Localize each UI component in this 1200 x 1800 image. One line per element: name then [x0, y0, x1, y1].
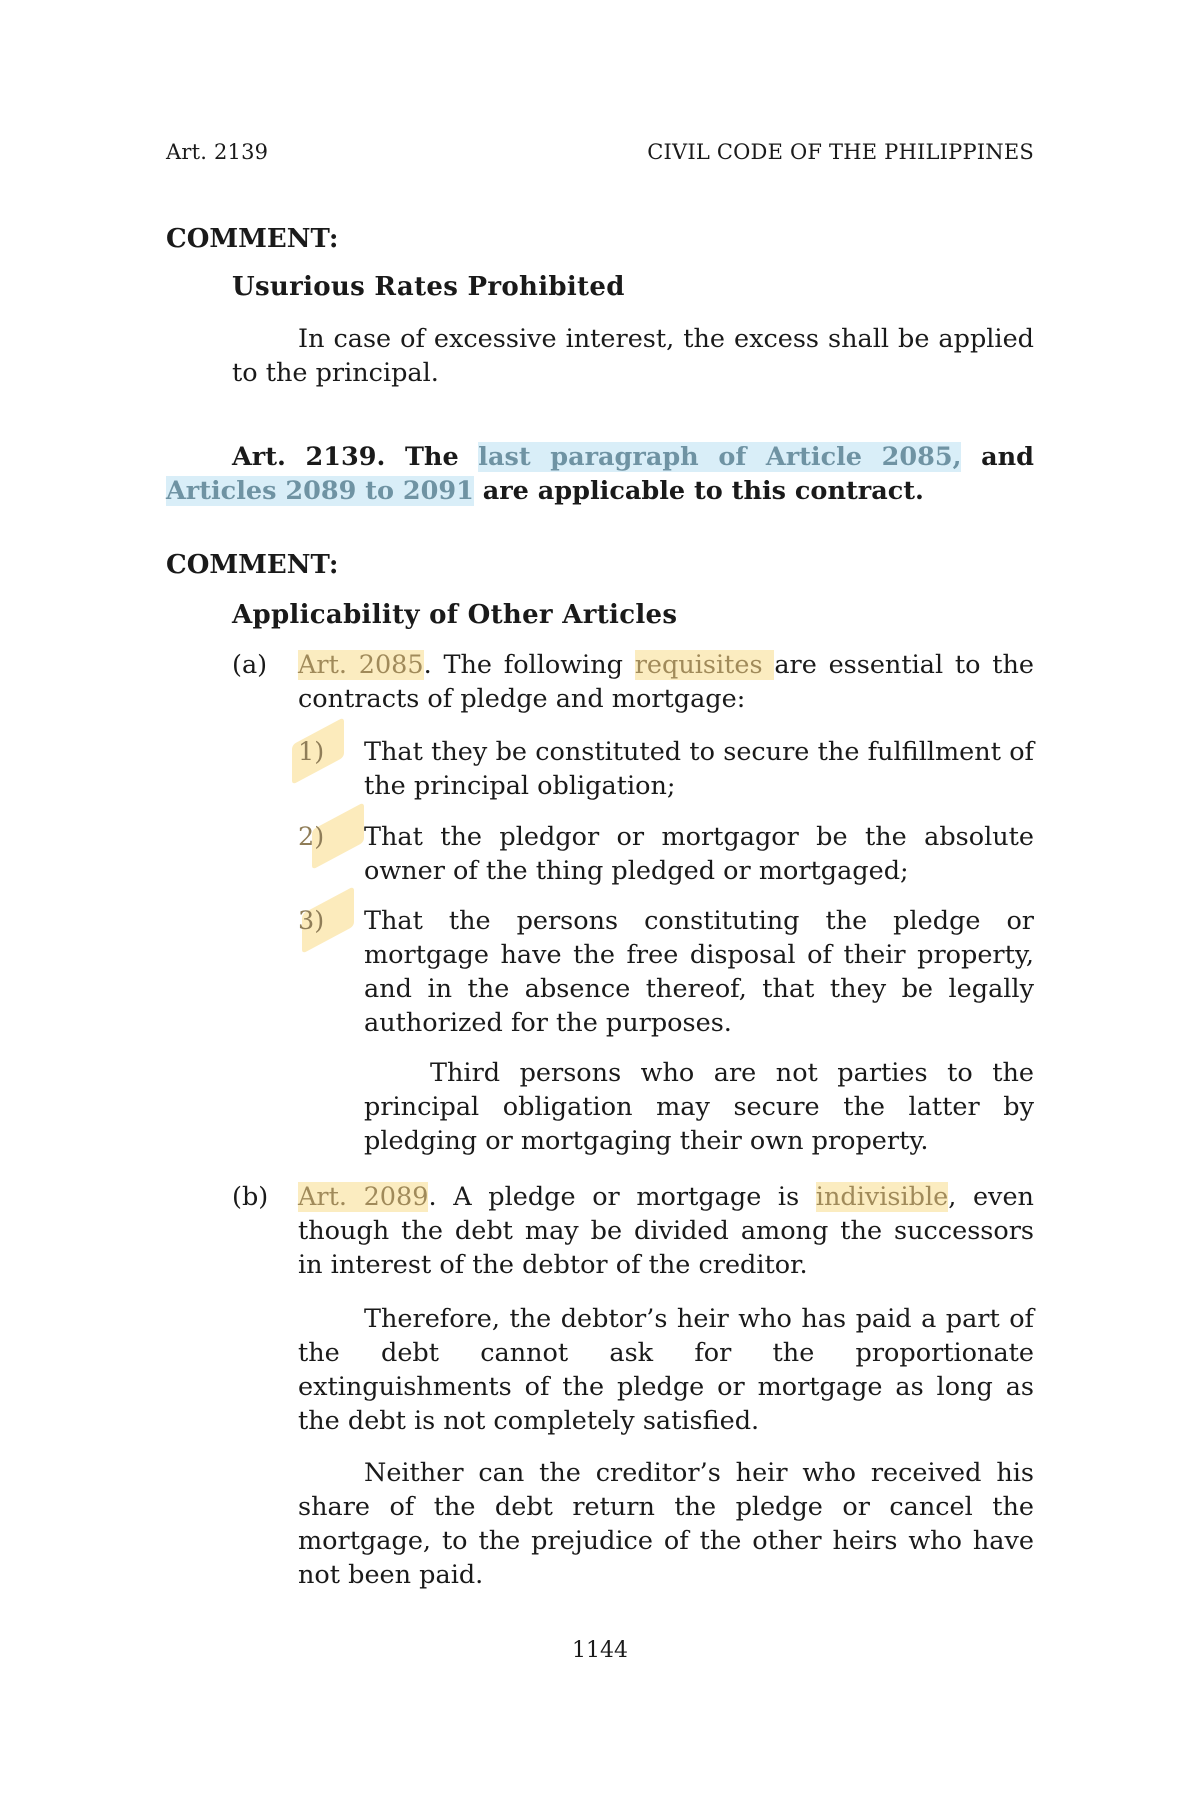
highlight-blue: Articles 2089 to 2091	[166, 476, 474, 506]
list-item-a	[166, 648, 1034, 716]
list-marker: (b)	[232, 1182, 269, 1212]
comment-section-1	[166, 222, 1034, 256]
highlight-yellow: indivisible	[815, 1182, 949, 1212]
page-number: 1144	[572, 1638, 628, 1663]
neither-paragraph	[166, 1456, 1034, 1592]
comment-label: COMMENT:	[166, 224, 339, 254]
numbered-item-2	[166, 820, 1034, 888]
item-text: That the pledgor or mortgagor be the absolute owner of the thing pledged or mortgaged;	[364, 822, 1034, 886]
article-mid: and	[961, 442, 1034, 472]
header-book-title: CIVIL CODE OF THE PHILIPPINES	[647, 140, 1034, 164]
highlight-blue: last paragraph of Article 2085,	[478, 442, 962, 472]
item-text: That the persons constituting the pledge or mortgage have the free disposal of their property, and in the absence thereof, that they be legally authorized for the purposes.	[364, 906, 1034, 1038]
paragraph: Third persons who are not parties to the principal obligation may secure the latter by pledging or mortgaging their own property.	[364, 1058, 1034, 1156]
item-number: 3)	[298, 904, 364, 938]
highlight-yellow: Art. 2089	[298, 1182, 429, 1212]
text: , even though the debt may be divided among the successors in interest of the debtor of the creditor.	[298, 1182, 1034, 1280]
text: . The following	[423, 650, 635, 680]
item-number: 1)	[298, 735, 364, 769]
highlight-yellow: requisites	[634, 650, 775, 680]
paragraph: Therefore, the debtor’s heir who has paid a part of the debt cannot ask for the proportionate extinguishments of the pledge or mortgage as long as the debt is not completely satisfied.	[298, 1304, 1034, 1436]
list-item	[166, 904, 1034, 1040]
running-header	[166, 140, 1034, 164]
header-article-ref: Art. 2139	[166, 140, 269, 164]
text: are essential to the contracts of pledge and mortgage:	[298, 650, 1034, 714]
list-body	[298, 648, 1034, 716]
item-text: That they be constituted to secure the fulfillment of the principal obligation;	[364, 737, 1034, 801]
list-marker: (a)	[232, 650, 268, 680]
paragraph: Neither can the creditor’s heir who received his share of the debt return the pledge or cancel the mortgage, to the prejudice of the other heirs who have not been paid.	[298, 1458, 1034, 1590]
text: . A pledge or mortgage is	[428, 1182, 816, 1212]
comment-label: COMMENT:	[166, 550, 339, 580]
list-body	[298, 1180, 1034, 1282]
item-number: 2)	[298, 820, 364, 854]
section-heading: Usurious Rates Prohibited	[232, 272, 625, 302]
article-tail: are applicable to this contract.	[473, 476, 924, 506]
comment-1-heading-block	[166, 270, 1034, 304]
comment-2-heading-block	[166, 598, 1034, 632]
comment-1-body	[166, 322, 1034, 390]
article-lead: Art. 2139. The	[232, 442, 479, 472]
comment-section-2	[166, 548, 1034, 582]
article-2139	[166, 440, 1034, 508]
numbered-item-3	[166, 904, 1034, 1040]
item-a	[166, 648, 1034, 716]
therefore-paragraph	[166, 1302, 1034, 1438]
paragraph: In case of excessive interest, the excess shall be applied to the principal.	[232, 324, 1034, 388]
list-item-b	[166, 1180, 1034, 1282]
third-persons-paragraph	[166, 1056, 1034, 1158]
highlight-yellow: Art. 2085	[298, 650, 424, 680]
list-item	[166, 820, 1034, 888]
section-heading: Applicability of Other Articles	[232, 600, 678, 630]
numbered-item-1	[166, 735, 1034, 803]
list-item	[166, 735, 1034, 803]
article-text	[166, 440, 1034, 508]
item-b	[166, 1180, 1034, 1282]
